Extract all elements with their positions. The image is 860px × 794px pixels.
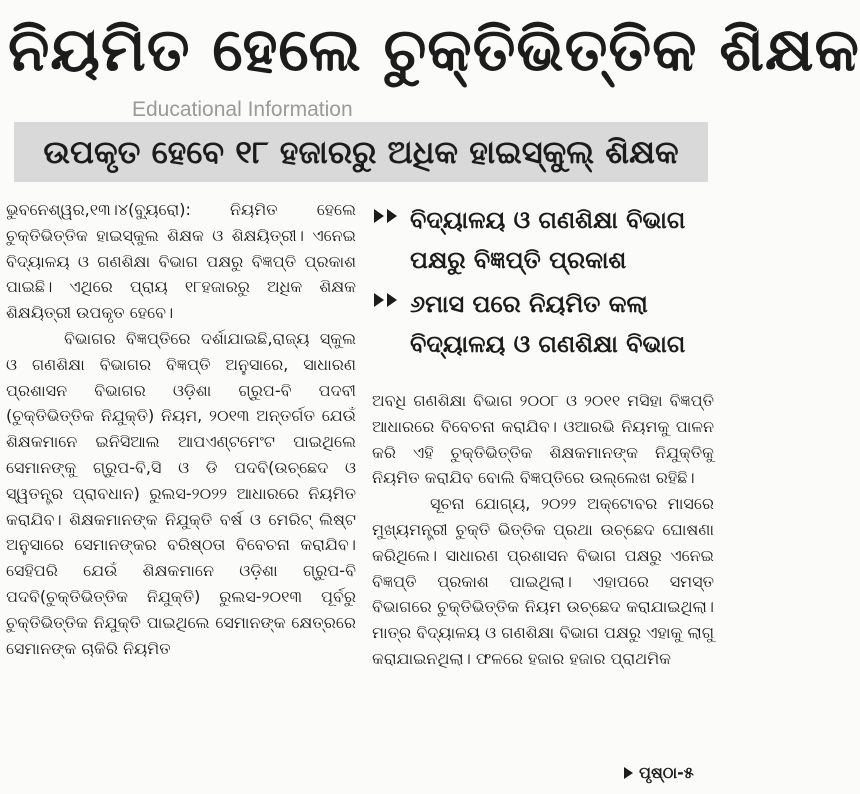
article-paragraph: ସୂଚନା ଯୋଗ୍ୟ, ୨୦୨୨ ଅକ୍ଟୋବର ମାସରେ ମୁଖ୍ୟମନ୍ତ୍ରୀ ଚୁକ୍ତି ଭିତ୍ତିକ ପ୍ରଥା ଉଚ୍ଛେଦ ଘୋଷଣା କରିଥିଲେ। ସାଧାରଣ ପ୍ରଶାସନ ବିଭାଗ ପକ୍ଷରୁ ଏନେଇ ବିଜ୍ଞପ୍ତି ପ୍ରକାଶ ପାଇଥିଲା। ଏହାପରେ ସମସ୍ତ ବିଭାଗରେ ଚୁକ୍ତିଭିତ୍ତିକ ନିୟମ ଉଚ୍ଛେଦ କରାଯାଇଥିଲା। ମାତ୍ର ବିଦ୍ୟାଳୟ ଓ ଗଣଶିକ୍ଷା ବିଭାଗ ପକ୍ଷରୁ ଏହାକୁ ଲାଗୁ କରାଯାଇନଥିଲା। ଫଳରେ ହଜାର ହଜାର ପ୍ରାଥମିକ — [372, 494, 714, 668]
article-column-left — [6, 197, 356, 791]
play-triangle-icon — [624, 767, 633, 779]
subheadline: ଉପକୃତ ହେବେ ୧୮ ହଜାରରୁ ଅଧିକ ହାଇସ୍କୁଲ୍ ଶିକ୍ଷକ — [14, 122, 708, 182]
headline: ନିୟମିତ ହେଲେ ଚୁକ୍ତିଭିତ୍ତିକ ଶିକ୍ଷକ — [8, 15, 860, 85]
continued-page-label: ପୃଷ୍ଠା-୫ — [639, 763, 694, 782]
article-paragraph: ଭୁବନେଶ୍ୱର,୧୩।୪(ବ୍ୟୁରୋ): ନିୟମିତ ହେଲେ ଚୁକ୍ତିଭିତ୍ତିକ ହାଇସ୍କୁଲ ଶିକ୍ଷକ ଓ ଶିକ୍ଷୟିତ୍ରୀ। ଏନେଇ ବିଦ୍ୟାଳୟ ଓ ଗଣଶିକ୍ଷା ବିଭାଗ ପକ୍ଷରୁ ବିଜ୍ଞପ୍ତି ପ୍ରକାଶ ପାଇଛି। ଏଥିରେ ପ୍ରାୟ ୧୮ହଜାରରୁ ଅଧିକ ଶିକ୍ଷକ ଶିକ୍ଷୟିତ୍ରୀ ଉପକୃତ ହେବେ। — [6, 200, 356, 323]
double-arrow-icon — [372, 284, 410, 316]
continued-on-page-link[interactable] — [624, 763, 694, 783]
highlight-text: ୬ମାସ ପରେ ନିୟମିତ କଲା ବିଦ୍ୟାଳୟ ଓ ଗଣଶିକ୍ଷା ବିଭାଗ — [410, 290, 686, 358]
highlight-item — [372, 284, 714, 364]
highlight-item — [372, 200, 714, 280]
highlights-box — [372, 200, 714, 380]
highlight-text: ବିଦ୍ୟାଳୟ ଓ ଗଣଶିକ୍ଷା ବିଭାଗ ପକ୍ଷରୁ ବିଜ୍ଞପ୍ତି ପ୍ରକାଶ — [410, 206, 686, 274]
article-paragraph: ଅବଧି ଗଣଶିକ୍ଷା ବିଭାଗ ୨୦୦୮ ଓ ୨୦୧୧ ମସିହା ବିଜ୍ଞପ୍ତି ଆଧାରରେ ବିବେଚନା କରାଯିବ। ଓଆରଭି ନିୟମକୁ ପାଳନ କରି ଏହି ଚୁକ୍ତିଭିତ୍ତିକ ଶିକ୍ଷକମାନଙ୍କ ନିଯୁକ୍ତିକୁ ନିୟମିତ କରାଯିବ ବୋଲି ବିଜ୍ଞପ୍ତିରେ ଉଲ୍ଲେଖ ରହିଛି। — [372, 391, 714, 488]
double-arrow-icon — [372, 200, 410, 232]
article-column-right — [372, 388, 714, 791]
article-paragraph: ବିଭାଗର ବିଜ୍ଞପ୍ତିରେ ଦର୍ଶାଯାଇଛି,ରାଜ୍ୟ ସ୍କୁଲ ଓ ଗଣଶିକ୍ଷା ବିଭାଗର ବିଜ୍ଞପ୍ତି ଅନୁସାରେ, ସାଧାରଣ ପ୍ରଶାସନ ବିଭାଗର ଓଡ଼ିଶା ଗ୍ରୁପ-ବି ପଦବୀ (ଚୁକ୍ତିଭିତ୍ତିକ ନିଯୁକ୍ତି) ନିୟମ, ୨୦୧୩ ଅନ୍ତର୍ଗତ ଯେଉଁ ଶିକ୍ଷକମାନେ ଇନିସିଆଲ ଆପଏଣ୍ଟମେଂଟ ପାଇଥିଲେ ସେମାନଙ୍କୁ ଗ୍ରୁପ-ବି,ସି ଓ ଡି ପଦବି(ଉଚ୍ଛେଦ ଓ ସ୍ୱତନ୍ତ୍ର ପ୍ରାବଧାନ) ରୁଲସ-୨୦୨୨ ଆଧାରରେ ନିୟମିତ କରାଯିବ। ଶିକ୍ଷକମାନଙ୍କ ନିଯୁକ୍ତି ବର୍ଷ ଓ ମେରିଟ୍ ଲିଷ୍ଟ ଅନୁସାରେ ସେମାନଙ୍କର ବରିଷ୍ଠତା ବିବେଚନା କରାଯିବ। ସେହିପରି ଯେଉଁ ଶିକ୍ଷକମାନେ ଓଡ଼ିଶା ଗ୍ରୁପ-ବି ପଦବି(ଚୁକ୍ତିଭିତ୍ତିକ ନିଯୁକ୍ତି) ରୁଲସ-୨୦୧୩ ପୂର୍ବରୁ ଚୁକ୍ତିଭିତ୍ତିକ ନିଯୁକ୍ତି ପାଇଥିଲେ ସେମାନଙ୍କ କ୍ଷେତ୍ରରେ ସେମାନଙ୍କ ଚାକିରି ନିୟମିତ — [6, 328, 356, 658]
watermark: Educational Information — [132, 98, 353, 121]
